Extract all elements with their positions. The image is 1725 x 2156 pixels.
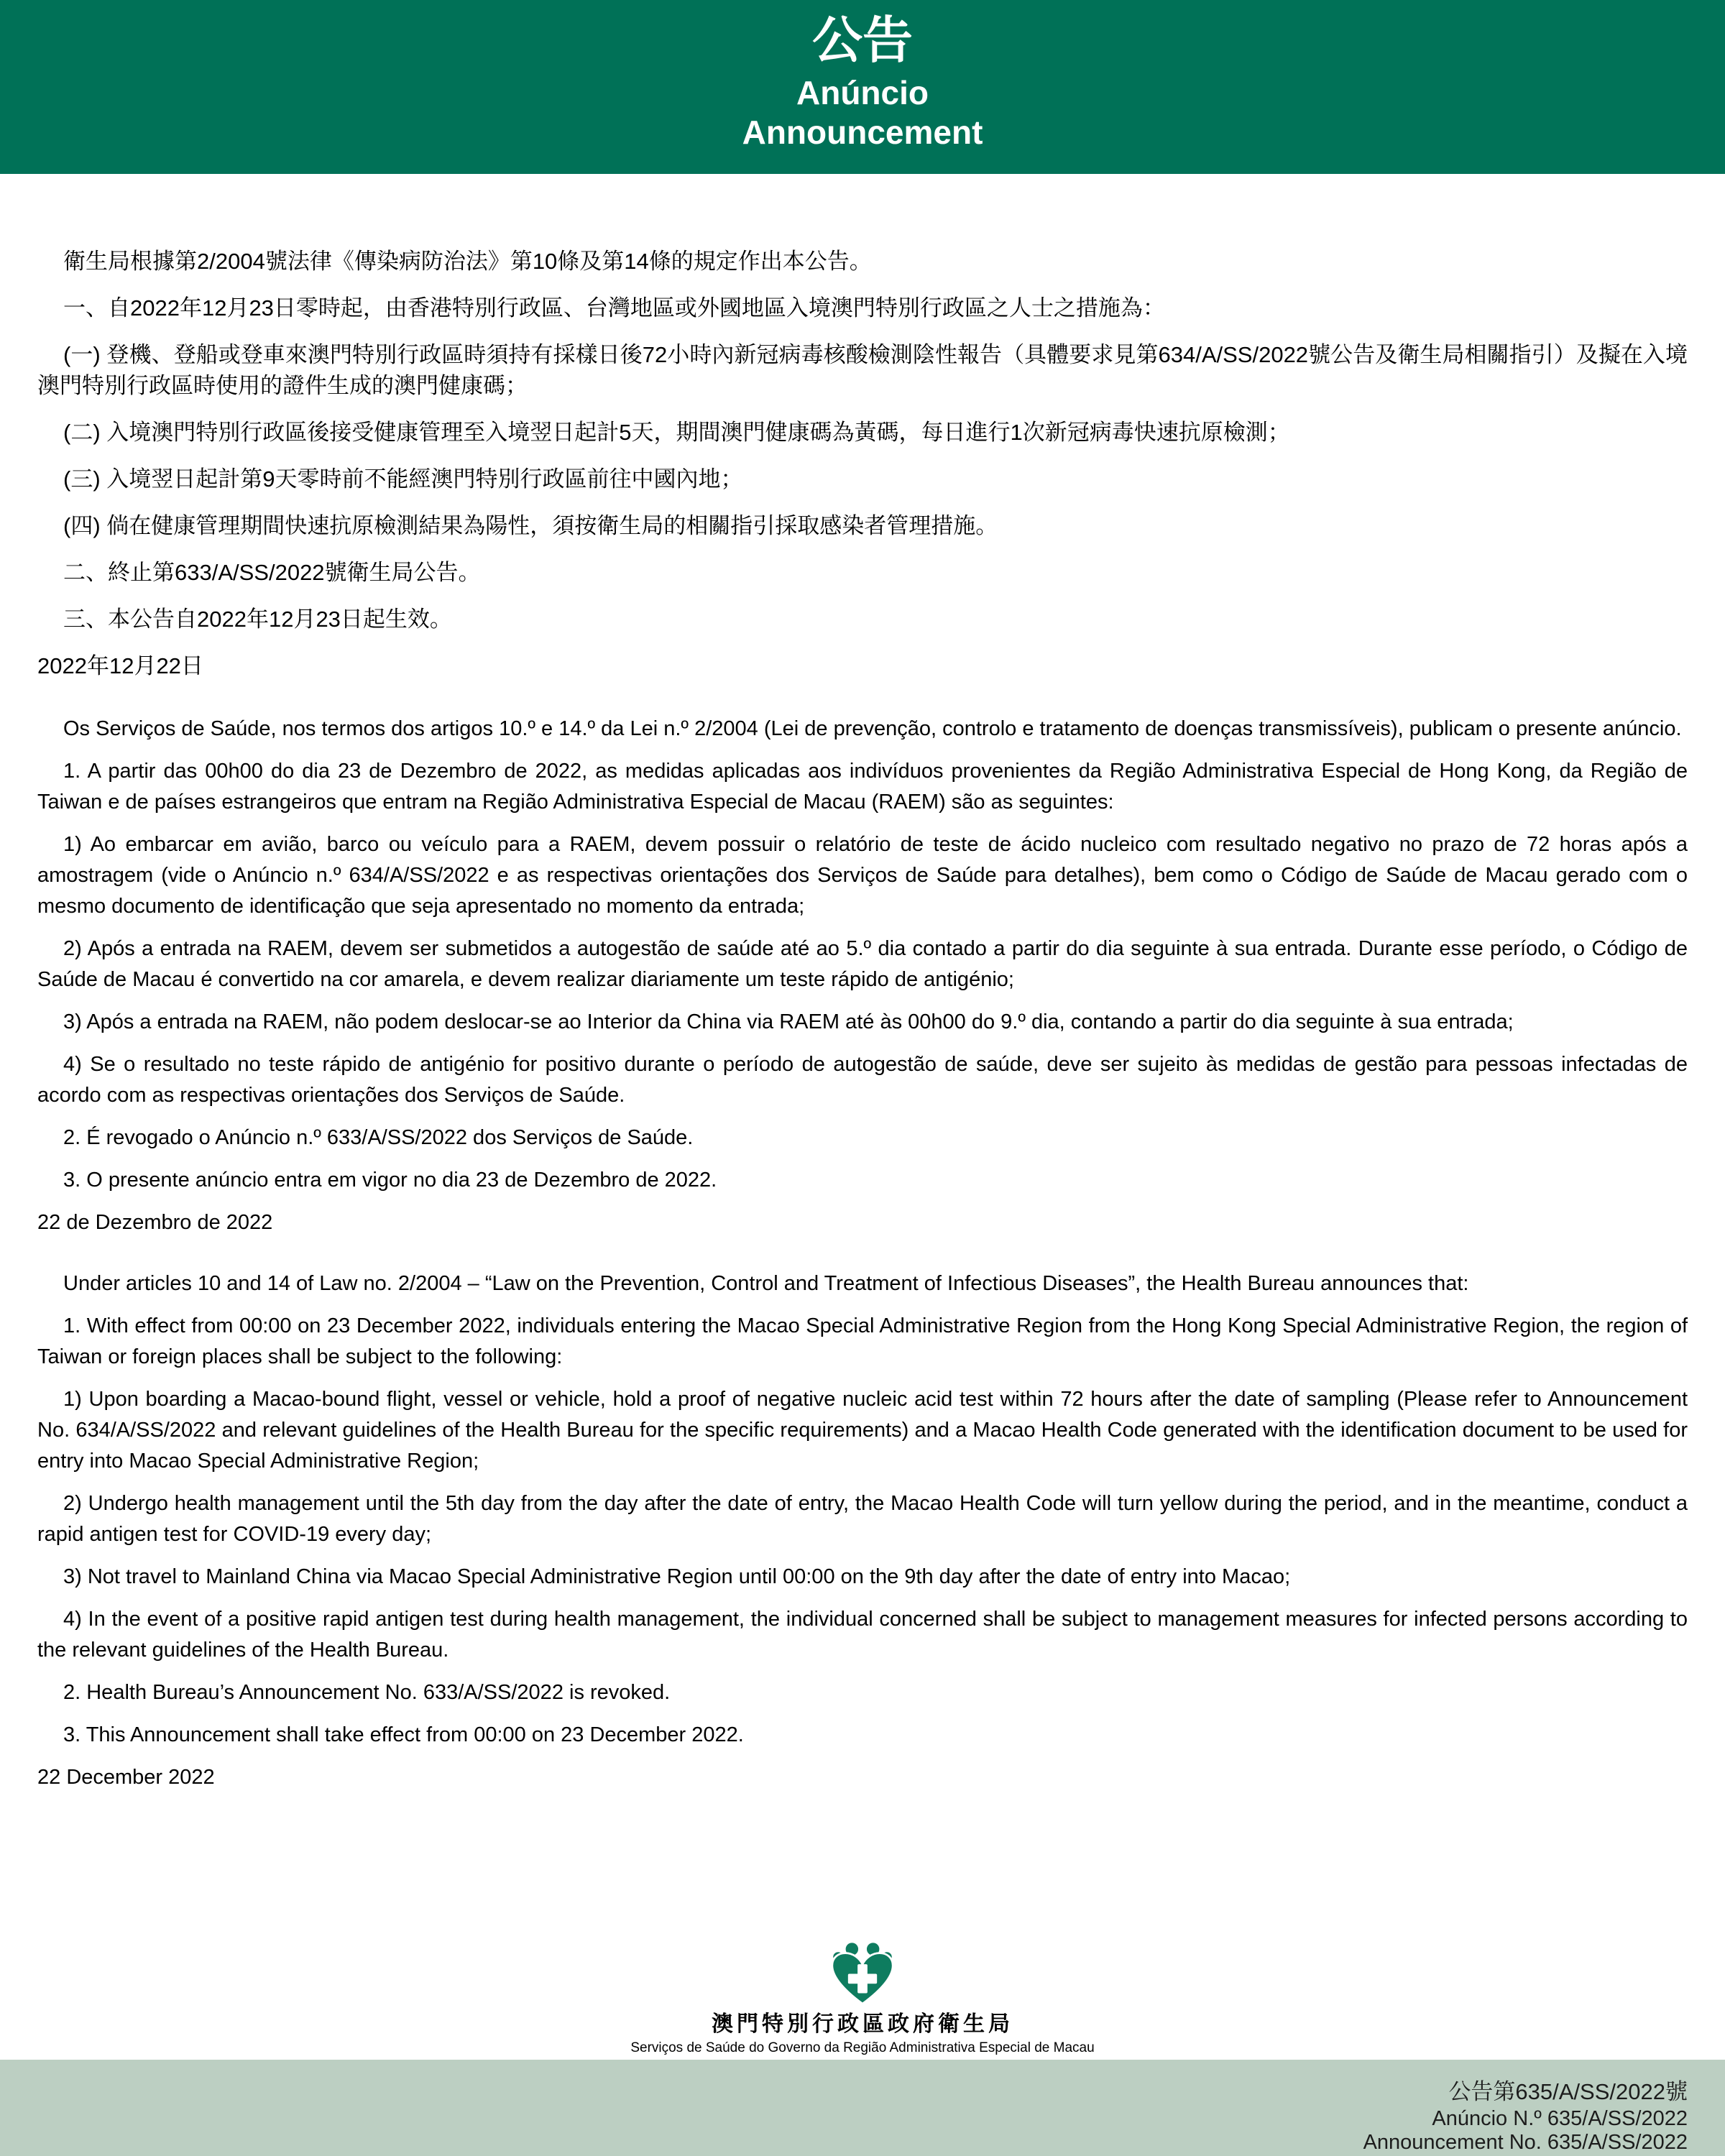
pt-paragraph: 2. É revogado o Anúncio n.º 633/A/SS/2022 dos Serviços de Saúde. xyxy=(63,1126,694,1149)
pt-paragraph: 1) Ao embarcar em avião, barco ou veículo para a RAEM, devem possuir o relatório de teste de ácido nucleico com resultado negativo no prazo de 72 horas após a amostragem (vide o Anúncio n.º 634/A/SS/2022 e as respectivas orientações dos Serviços de Saúde para detalhes), bem como o Código de Saúde de Macau gerado com o mesmo documento de identificação que seja apresentado no momento da entrada; xyxy=(37,833,1688,918)
zh-paragraph: (二) 入境澳門特別行政區後接受健康管理至入境翌日起計5天，期間澳門健康碼為黃碼，每日進行1次新冠病毒快速抗原檢測； xyxy=(63,420,1290,445)
zh-paragraph: (一) 登機、登船或登車來澳門特別行政區時須持有採樣日後72小時內新冠病毒核酸檢測陰性報告（具體要求見第634/A/SS/2022號公告及衛生局相關指引）及擬在入境澳門特別行政區時使用的證件生成的澳門健康碼； xyxy=(37,342,1688,398)
header-title-pt: Anúncio xyxy=(796,74,929,111)
pt-date: 22 de Dezembro de 2022 xyxy=(37,1211,273,1234)
org-name-zh: 澳門特別行政區政府衛生局 xyxy=(712,2012,1013,2036)
zh-date: 2022年12月22日 xyxy=(37,653,203,678)
pt-paragraph: 1. A partir das 00h00 do dia 23 de Dezembro de 2022, as medidas aplicadas aos indivíduos provenientes da Região Administrativa Especial de Hong Kong, da Região de Taiwan e de países estrangeiros que entram na Região Administrativa Especial de Macau (RAEM) são as seguintes: xyxy=(37,760,1688,814)
org-name-pt: Serviços de Saúde do Governo da Região Administrativa Especial de Macau xyxy=(630,2040,1095,2055)
zh-paragraph: 三、本公告自2022年12月23日起生效。 xyxy=(63,607,452,632)
zh-paragraph: (三) 入境翌日起計第9天零時前不能經澳門特別行政區前往中國內地； xyxy=(63,466,743,492)
pt-paragraph: 4) Se o resultado no teste rápido de antigénio for positivo durante o período de autogestão de saúde, deve ser sujeito às medidas de gestão para pessoas infectadas de acordo com as respectivas orientações dos Serviços de Saúde. xyxy=(37,1053,1688,1107)
en-paragraph: 3. This Announcement shall take effect from 00:00 on 23 December 2022. xyxy=(63,1723,744,1746)
announcement-number-en: Announcement No. 635/A/SS/2022 xyxy=(1363,2131,1688,2154)
chinese-section xyxy=(37,246,1688,681)
announcement-number-band xyxy=(0,2060,1725,2156)
en-paragraph: Under articles 10 and 14 of Law no. 2/2004 – “Law on the Prevention, Control and Treatment of Infectious Diseases”, the Health Bureau announces that: xyxy=(63,1272,1469,1295)
pt-paragraph: 3. O presente anúncio entra em vigor no dia 23 de Dezembro de 2022. xyxy=(63,1169,717,1192)
health-bureau-logo-icon xyxy=(829,1942,896,2005)
zh-paragraph: (四) 倘在健康管理期間快速抗原檢測結果為陽性，須按衛生局的相關指引採取感染者管理措施。 xyxy=(63,513,998,538)
en-paragraph: 1) Upon boarding a Macao-bound flight, vessel or vehicle, hold a proof of negative nucleic acid test within 72 hours after the date of sampling (Please refer to Announcement No. 634/A/SS/2022 and relevant guidelines of the Health Bureau for the specific requirements) and a Macao Health Code generated with the identification document to be used for entry into Macao Special Administrative Region; xyxy=(37,1388,1688,1473)
announcement-body xyxy=(0,174,1725,1805)
header-title-zh: 公告 xyxy=(812,12,913,68)
portuguese-section xyxy=(37,714,1688,1238)
pt-paragraph: 2) Após a entrada na RAEM, devem ser submetidos a autogestão de saúde até ao 5.º dia contado a partir do dia seguinte à sua entrada. Durante esse período, o Código de Saúde de Macau é convertido na cor amarela, e devem realizar diariamente um teste rápido de antigénio; xyxy=(37,937,1688,991)
en-paragraph: 2) Undergo health management until the 5th day from the day after the date of entry, the Macao Health Code will turn yellow during the period, and in the meantime, conduct a rapid antigen test for COVID-19 every day; xyxy=(37,1492,1688,1546)
announcement-number-zh: 公告第635/A/SS/2022號 xyxy=(1448,2079,1688,2104)
zh-paragraph: 二、終止第633/A/SS/2022號衛生局公告。 xyxy=(63,560,481,585)
en-date: 22 December 2022 xyxy=(37,1766,215,1789)
en-paragraph: 3) Not travel to Mainland China via Macao Special Administrative Region until 00:00 on the 9th day after the date of entry into Macao; xyxy=(63,1565,1291,1588)
pt-paragraph: 3) Após a entrada na RAEM, não podem deslocar-se ao Interior da China via RAEM até às 00h00 do 9.º dia, contando a partir do dia seguinte à sua entrada; xyxy=(63,1010,1514,1033)
zh-paragraph: 一、自2022年12月23日零時起，由香港特別行政區、台灣地區或外國地區入境澳門特別行政區之人士之措施為： xyxy=(63,295,1165,321)
en-paragraph: 4) In the event of a positive rapid antigen test during health management, the individual concerned shall be subject to management measures for infected persons according to the relevant guidelines of the Health Bureau. xyxy=(37,1608,1688,1662)
en-paragraph: 1. With effect from 00:00 on 23 December 2022, individuals entering the Macao Special Administrative Region from the Hong Kong Special Administrative Region, the region of Taiwan or foreign places shall be subject to the following: xyxy=(37,1314,1688,1368)
announcement-number-pt: Anúncio N.º 635/A/SS/2022 xyxy=(1432,2107,1688,2130)
zh-paragraph: 衛生局根據第2/2004號法律《傳染病防治法》第10條及第14條的規定作出本公告。 xyxy=(63,249,872,274)
header-title-en: Announcement xyxy=(742,114,983,151)
pt-paragraph: Os Serviços de Saúde, nos termos dos artigos 10.º e 14.º da Lei n.º 2/2004 (Lei de prevenção, controlo e tratamento de doenças transmissíveis), publicam o presente anúncio. xyxy=(63,717,1682,740)
issuing-organization xyxy=(0,1942,1725,2057)
announcement-header-banner xyxy=(0,0,1725,174)
en-paragraph: 2. Health Bureau’s Announcement No. 633/A/SS/2022 is revoked. xyxy=(63,1681,671,1704)
english-section xyxy=(37,1268,1688,1793)
